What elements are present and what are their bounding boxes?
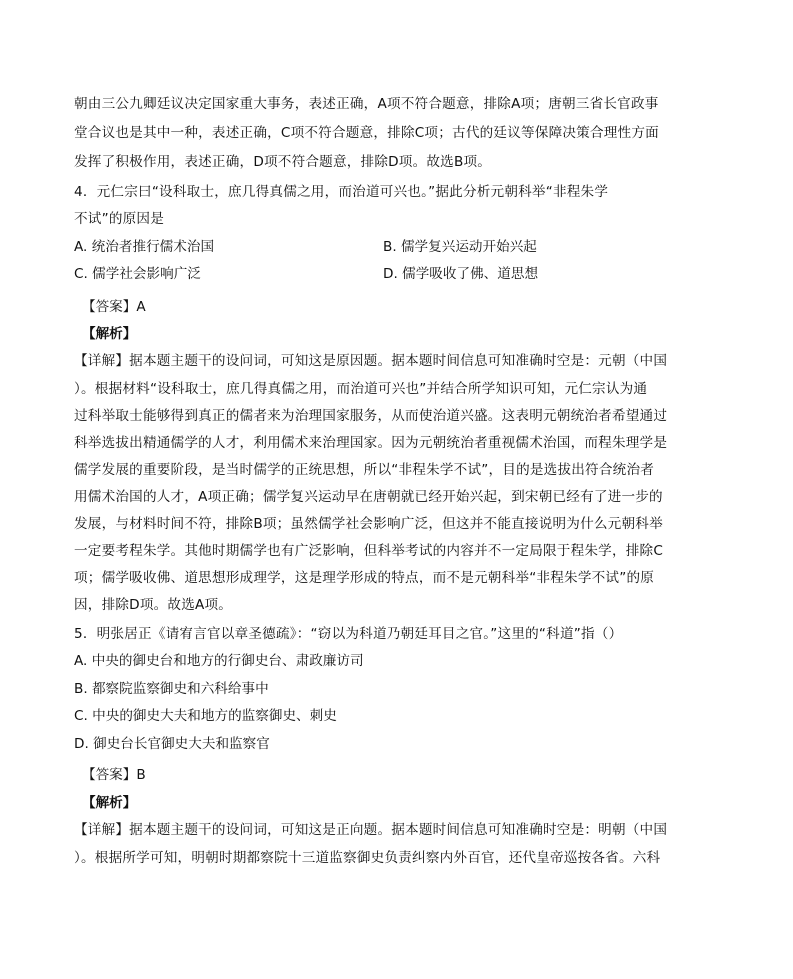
q4-detail-line-9: 项；儒学吸收佛、道思想形成理学，这是理学形成的特点，而不是元朝科举“非程朱学不试”的原 [74,570,655,586]
q4-option-a: A. 统治者推行儒术治国 [74,239,215,255]
q4-detail-line-10: 因，排除D项。故选A项。 [74,597,233,613]
q3-analysis-line-1: 朝由三公九卿廷议决定国家重大事务，表述正确，A项不符合题意，排除A项；唐朝三省长官政事 [74,96,659,112]
q5-option-c: C. 中央的御史大夫和地方的监察御史、刺史 [74,708,337,724]
q5-option-d: D. 御史台长官御史大夫和监察官 [74,736,270,752]
q5-option-a: A. 中央的御史台和地方的行御史台、肃政廉访司 [74,653,364,669]
q4-detail-line-4: 科举选拔出精通儒学的人才，利用儒术来治理国家。因为元朝统治者重视儒术治国，而程朱理学是 [74,435,668,451]
q4-detail-line-1: 【详解】据本题主题干的设问词，可知这是原因题。据本题时间信息可知准确时空是：元朝（中国 [74,353,668,369]
q4-answer: 【答案】A [82,299,146,315]
q5-option-b: B. 都察院监察御史和六科给事中 [74,681,269,697]
q4-detail-line-6: 用儒术治国的人才，A项正确；儒学复兴运动早在唐朝就已经开始兴起，到宋朝已经有了进一步的 [74,489,663,505]
q3-analysis-line-3: 发挥了积极作用，表述正确，D项不符合题意，排除D项。故选B项。 [74,154,492,170]
q4-detail-line-5: 儒学发展的重要阶段，是当时儒学的正统思想，所以“非程朱学不试”，目的是选拔出符合统治者 [74,462,655,478]
q5-detail-line-1: 【详解】据本题主题干的设问词，可知这是正向题。据本题时间信息可知准确时空是：明朝（中国 [74,822,668,838]
q4-detail-line-7: 发展，与材料时间不符，排除B项；虽然儒学社会影响广泛，但这并不能直接说明为什么元朝科举 [74,516,663,532]
q4-option-b: B. 儒学复兴运动开始兴起 [383,239,537,255]
q4-detail-line-2: ）。根据材料“设科取士，庶几得真儒之用，而治道可兴也”并结合所学知识可知，元仁宗认为通 [74,381,648,397]
q4-option-d: D. 儒学吸收了佛、道思想 [383,266,539,282]
q5-analysis-label: 【解析】 [82,795,137,811]
q5-answer: 【答案】B [82,767,146,783]
q5-stem: 5．明张居正《请宥言官以章圣德疏》：“窃以为科道乃朝廷耳目之官。”这里的“科道”指（） [74,626,623,642]
q4-analysis-label: 【解析】 [82,326,137,342]
q4-stem-line-2: 不试”的原因是 [74,211,165,227]
q5-detail-line-2: ）。根据所学可知，明朝时期都察院十三道监察御史负责纠察内外百官，还代皇帝巡按各省。六科 [74,850,661,866]
q4-option-c: C. 儒学社会影响广泛 [74,266,201,282]
q4-detail-line-8: 一定要考程朱学。其他时期儒学也有广泛影响，但科举考试的内容并不一定局限于程朱学，排除C [74,543,664,559]
q4-stem-line-1: 4．元仁宗曰“设科取士，庶几得真儒之用，而治道可兴也。”据此分析元朝科举“非程朱学 [74,184,609,200]
q4-detail-line-3: 过科举取士能够得到真正的儒者来为治理国家服务，从而使治道兴盛。这表明元朝统治者希望通过 [74,408,668,424]
q3-analysis-line-2: 堂合议也是其中一种，表述正确，C项不符合题意，排除C项；古代的廷议等保障决策合理性方面 [74,125,659,141]
